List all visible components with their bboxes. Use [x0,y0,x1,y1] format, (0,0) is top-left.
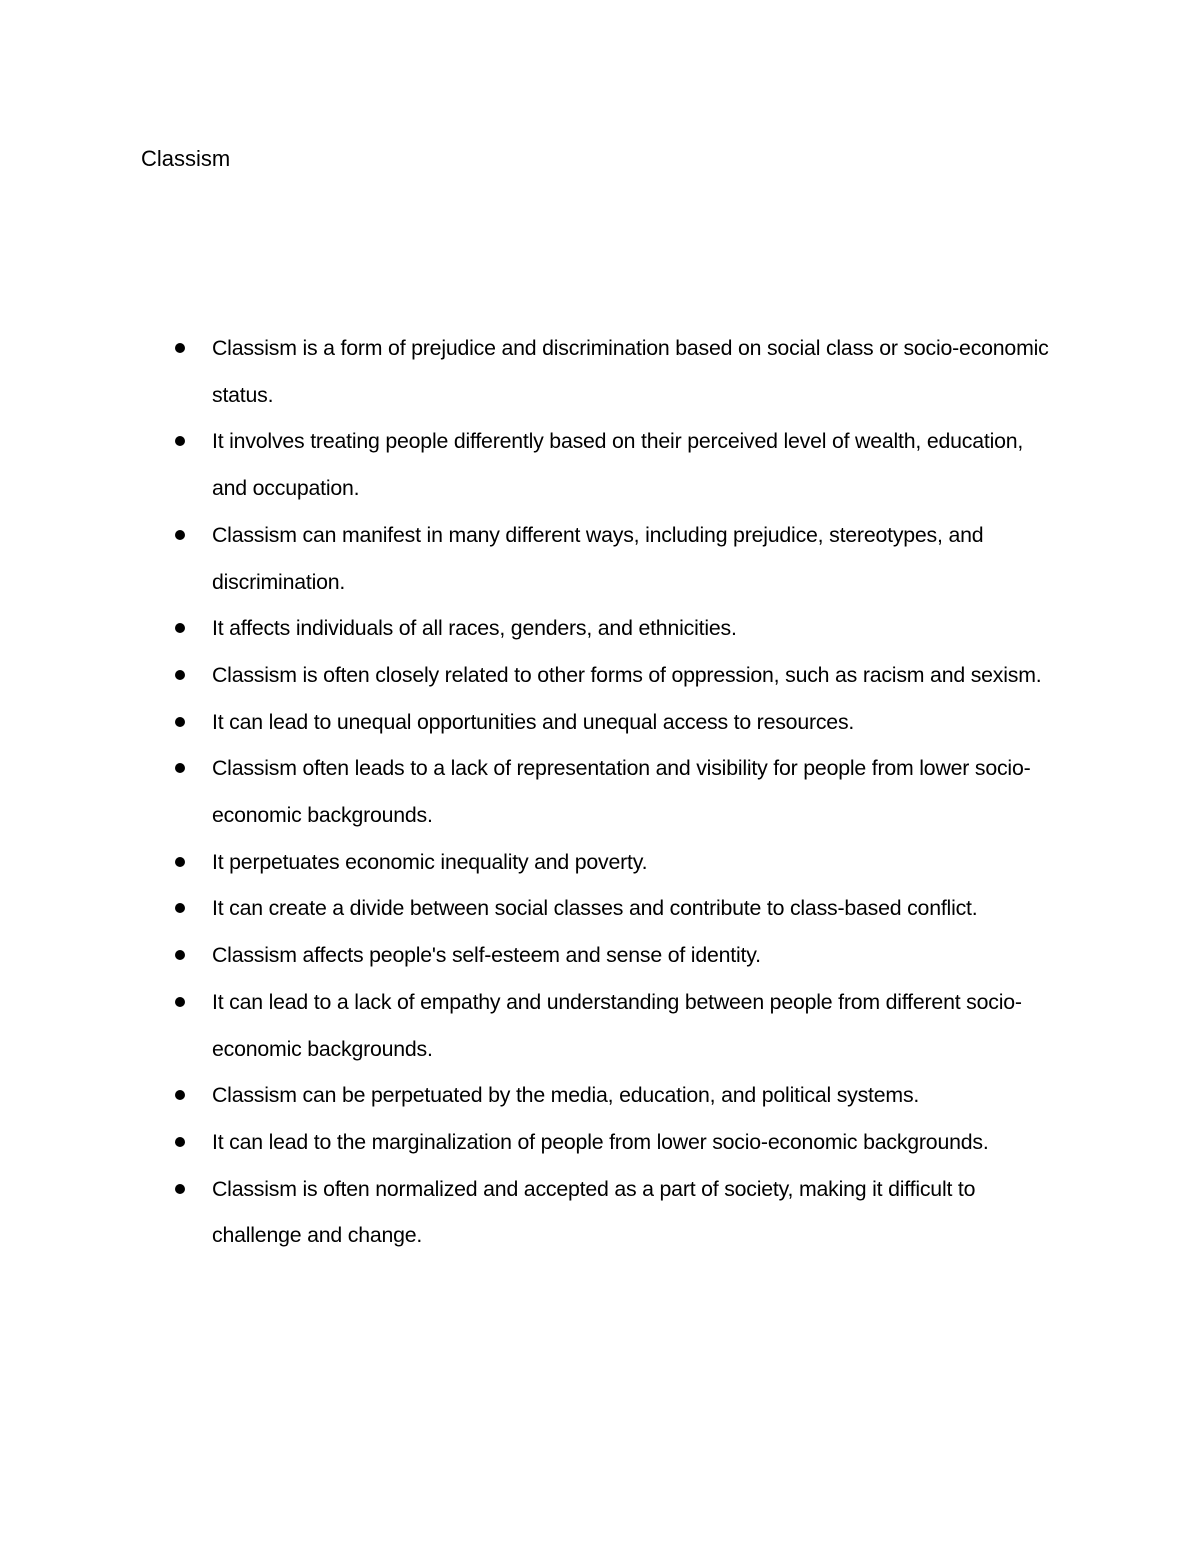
bullet-text: It can lead to unequal opportunities and unequal access to resources. [212,709,855,734]
bullet-point-icon [175,717,185,727]
bullet-item [0,1072,1060,1119]
bullet-item [0,652,1060,699]
bullet-point-icon [175,343,185,353]
bullet-item [0,699,1060,746]
bullet-text: Classism can be perpetuated by the media, education, and political systems. [212,1083,920,1108]
bullet-text: It affects individuals of all races, genders, and ethnicities. [212,616,737,641]
bullet-point-icon [175,903,185,913]
bullet-point-icon [175,530,185,540]
bullet-item [0,325,1060,418]
bullet-item [0,512,1060,605]
bullet-point-icon [175,1184,185,1194]
bullet-text: Classism often leads to a lack of representation and visibility for people from lower socio-economic backgrounds. [212,756,1031,828]
bullet-point-icon [175,623,185,633]
bullet-point-icon [175,763,185,773]
bullet-point-icon [175,1137,185,1147]
bullet-text: Classism is often normalized and accepted as a part of society, making it difficult to challenge and change. [212,1176,976,1248]
bullet-item [0,979,1060,1072]
document-title: Classism [141,146,231,171]
bullet-item [0,418,1060,511]
bullet-point-icon [175,857,185,867]
bullet-list [0,325,1200,1259]
bullet-item [0,1119,1060,1166]
bullet-text: Classism can manifest in many different ways, including prejudice, stereotypes, and discrimination. [212,522,984,594]
bullet-item [0,885,1060,932]
bullet-text: It perpetuates economic inequality and poverty. [212,849,648,874]
bullet-point-icon [175,997,185,1007]
bullet-text: It can lead to a lack of empathy and understanding between people from different socio-economic backgrounds. [212,989,1022,1061]
bullet-text: It can lead to the marginalization of people from lower socio-economic backgrounds. [212,1129,989,1154]
bullet-point-icon [175,670,185,680]
bullet-point-icon [175,1090,185,1100]
bullet-item [0,839,1060,886]
bullet-item [0,745,1060,838]
bullet-text: It involves treating people differently based on their perceived level of wealth, education, and occupation. [212,429,1024,501]
bullet-text: Classism is a form of prejudice and discrimination based on social class or socio-economic status. [212,336,1049,407]
bullet-item [0,605,1060,652]
bullet-point-icon [175,436,185,446]
bullet-text: It can create a divide between social classes and contribute to class-based conflict. [212,896,978,921]
bullet-item [0,932,1060,979]
bullet-point-icon [175,950,185,960]
bullet-item [0,1166,1060,1259]
bullet-text: Classism affects people's self-esteem and sense of identity. [212,943,761,968]
bullet-text: Classism is often closely related to other forms of oppression, such as racism and sexism. [212,662,1042,687]
